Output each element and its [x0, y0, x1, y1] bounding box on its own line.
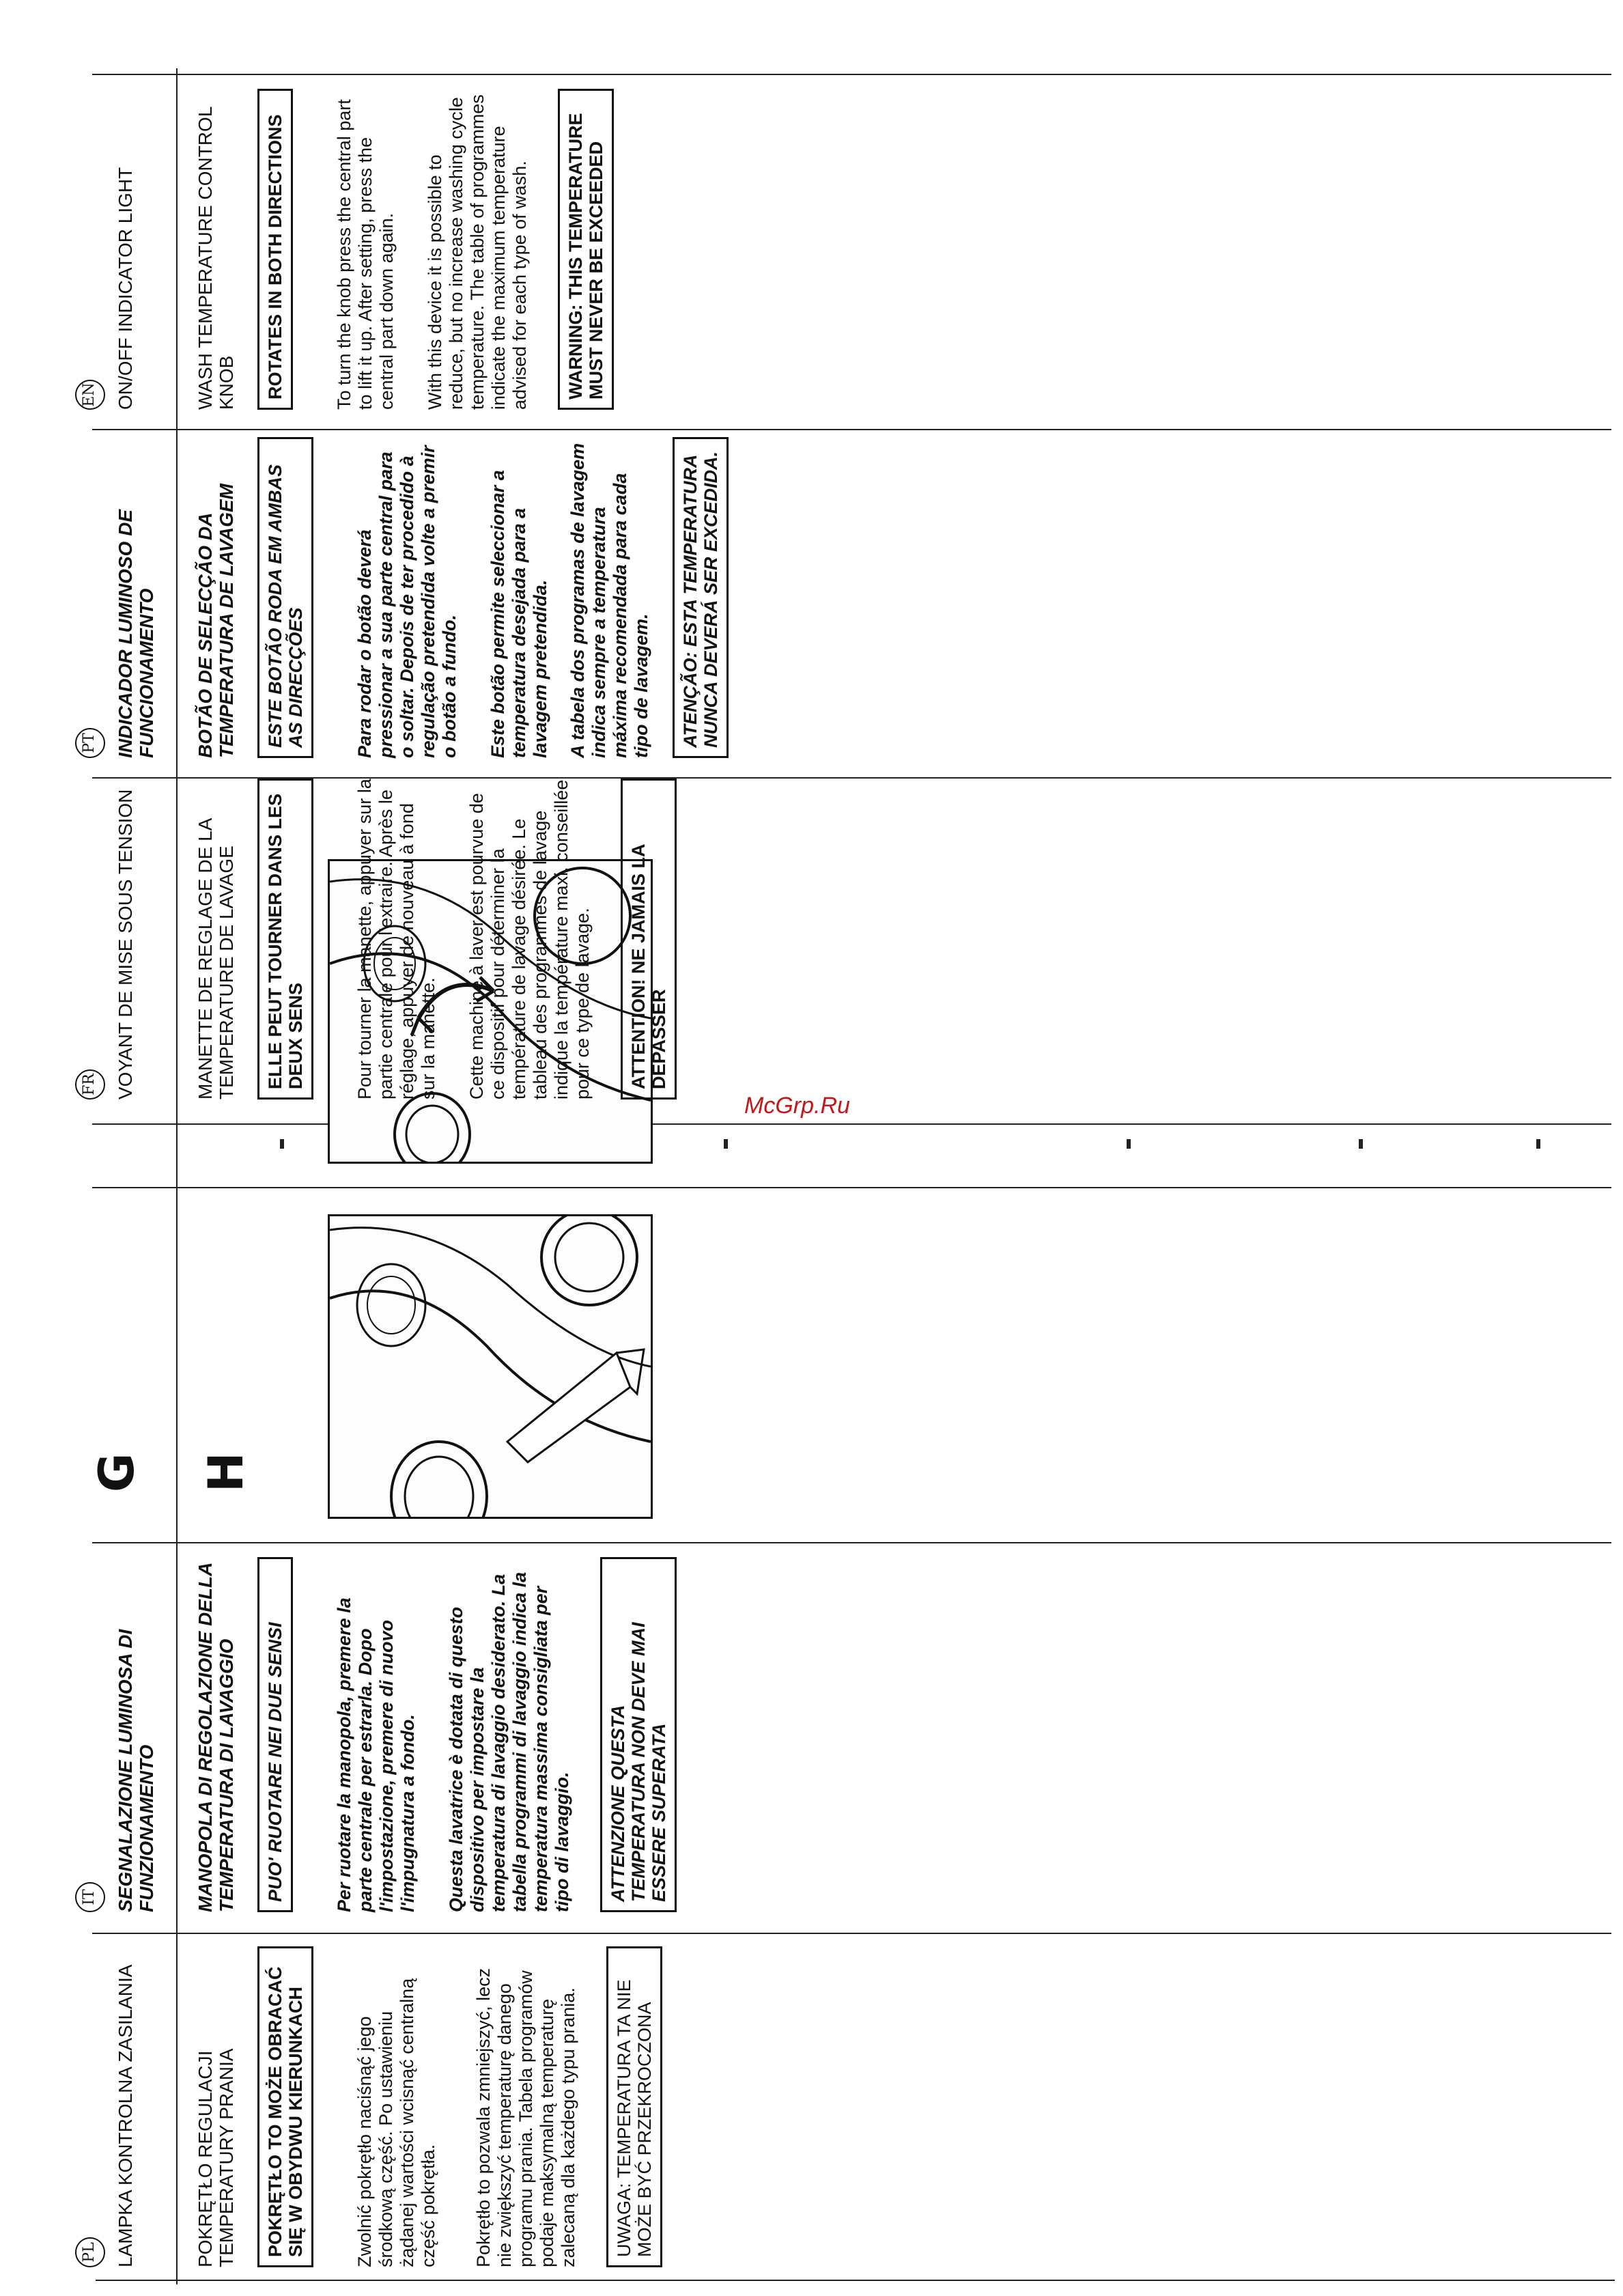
- row-divider-6: [92, 429, 1611, 430]
- separator-mark: [1127, 1139, 1131, 1149]
- it-instructions: Per ruotare la manopola, premere la parte centrale per estrarla. Dopo l'impostazione, premere di nuovo l'impugnatura a fondo.: [334, 1597, 418, 1912]
- top-border: [92, 74, 1611, 75]
- en-title: ON/OFF INDICATOR LIGHT: [115, 167, 136, 410]
- fr-subtitle: MANETTE DE REGLAGE DE LA TEMPERATURE DE LAVAGE: [195, 819, 237, 1100]
- pt-warning-box: ATENÇÃO: ESTA TEMPERATURA NUNCA DEVERÁ SER EXCEDIDA.: [673, 437, 729, 758]
- fr-content: [195, 779, 677, 1100]
- pl-subtitle: POKRĘTŁO REGULACJI TEMPERATURY PRANIA: [195, 2048, 237, 2267]
- pt-rotation-box: ESTE BOTÃO RODA EM AMBAS AS DIRECÇÕES: [257, 437, 313, 758]
- en-content: [195, 89, 614, 410]
- bottom-border: [96, 2280, 1615, 2281]
- fr-title: VOYANT DE MISE SOUS TENSION: [115, 789, 136, 1100]
- it-warning-box: ATTENZIONE QUESTA TEMPERATURA NON DEVE MAI ESSERE SUPERATA: [600, 1557, 677, 1912]
- it-content: [195, 1557, 677, 1912]
- pt-table-note: A tabela dos programas de lavagem indica sempre a temperatura máxima recomendada para cada tipo de lavagem.: [567, 443, 651, 758]
- row-divider-1: [92, 1933, 1611, 1934]
- separator-mark: [280, 1139, 284, 1149]
- fr-rotation-box: ELLE PEUT TOURNER DANS LES DEUX SENS: [257, 779, 313, 1100]
- pl-content: [195, 1946, 662, 2267]
- knob-press-illustration: [330, 1216, 651, 1517]
- row-divider-2: [92, 1542, 1611, 1543]
- it-subtitle: MANOPOLA DI REGOLAZIONE DELLA TEMPERATURA DI LAVAGGIO: [195, 1563, 237, 1912]
- pl-warning-box: UWAGA: TEMPERATURA TA NIE MOŻE BYĆ PRZEKROCZONA: [606, 1946, 662, 2267]
- en-header: [75, 82, 136, 410]
- pt-instructions: Para rodar o botão deverá pressionar a sua parte central para o soltar. Depois de ter procedido à regulação pretendida volte a premir o botão a fundo.: [354, 445, 460, 758]
- en-instructions: To turn the knob press the central part to lift it up. After setting, press the central part down again.: [334, 99, 397, 410]
- it-title: SEGNALAZIONE LUMINOSA DI FUNZIONAMENTO: [115, 1629, 157, 1912]
- pt-title: INDICADOR LUMINOSO DE FUNCIONAMENTO: [115, 509, 157, 758]
- fr-header: [75, 772, 136, 1100]
- en-subtitle: WASH TEMPERATURE CONTROL KNOB: [195, 107, 237, 410]
- row-divider-3: [92, 1187, 1611, 1188]
- pl-language-badge: PL: [75, 2237, 105, 2267]
- fr-description: Cette machine à laver est pourvue de ce dispositif pour déterminer la température de lavage désirée. Le tableau des programmes de lavage indique la température maxi. conseillée pour ce type de lavage.: [466, 779, 593, 1100]
- pt-language-badge: PT: [75, 728, 105, 758]
- fr-language-badge: FR: [75, 1069, 105, 1100]
- separator-mark: [1536, 1139, 1540, 1149]
- it-description: Questa lavatrice è dotata di questo dispositivo per impostare la temperatura di lavaggio desiderato. La tabella programmi di lavaggio indica la temperatura massima consigliata per tipo di lavaggio.: [446, 1571, 572, 1912]
- pl-instructions: Zwolnić pokrętło naciśnąć jego środkową część. Po ustawieniu żądanej wartości wcisnąć centralną część pokrętła.: [354, 1978, 438, 2267]
- pl-description: Pokrętło to pozwala zmniejszyć, lecz nie zwiększyć temperaturę danego programu prania. Tabela programów podaje maksymalną temperaturę zalecaną dla każdego typu prania.: [473, 1968, 578, 2267]
- row-divider-4: [92, 1123, 1611, 1125]
- figure-label-h: H: [198, 1452, 254, 1492]
- en-warning-box: WARNING: THIS TEMPERATURE MUST NEVER BE EXCEEDED: [558, 89, 614, 410]
- separator-mark: [724, 1139, 728, 1149]
- en-rotation-box: ROTATES IN BOTH DIRECTIONS: [257, 89, 293, 410]
- figure-label-g: G: [89, 1453, 145, 1492]
- it-header: [75, 1557, 157, 1912]
- pl-header: [75, 1940, 136, 2267]
- en-language-badge: EN: [75, 380, 105, 410]
- pt-description: Este botão permite seleccionar a temperatura desejada para a lavagem pretendida.: [488, 470, 550, 758]
- pl-rotation-box: POKRĘTŁO TO MOŻE OBRACAĆ SIĘ W OBYDWU KIERUNKACH: [257, 1946, 313, 2267]
- figure-knob-press: [328, 1214, 653, 1519]
- pl-title: LAMPKA KONTROLNA ZASILANIA: [115, 1964, 136, 2267]
- en-description: With this device it is possible to reduce, but no increase washing cycle temperature. The table of programmes indicate the maximum temperature advised for each type of wash.: [425, 94, 530, 410]
- separator-mark: [1359, 1139, 1363, 1149]
- pt-header: [75, 437, 157, 758]
- it-rotation-box: PUO' RUOTARE NEI DUE SENSI: [257, 1557, 293, 1912]
- it-language-badge: IT: [75, 1882, 105, 1912]
- header-divider: [176, 68, 178, 2284]
- pt-content: [195, 437, 729, 758]
- fr-warning-box: ATTENTION! NE JAMAIS LA DEPASSER: [621, 779, 677, 1100]
- watermark: McGrp.Ru: [744, 1093, 850, 1119]
- fr-instructions: Pour tourner la manette, appuyer sur la partie centrale pour l'extraire. Après le réglage, appuyer de nouveau à fond sur la manette.: [354, 779, 438, 1100]
- pt-subtitle: BOTÃO DE SELECÇÃO DA TEMPERATURA DE LAVAGEM: [195, 484, 237, 758]
